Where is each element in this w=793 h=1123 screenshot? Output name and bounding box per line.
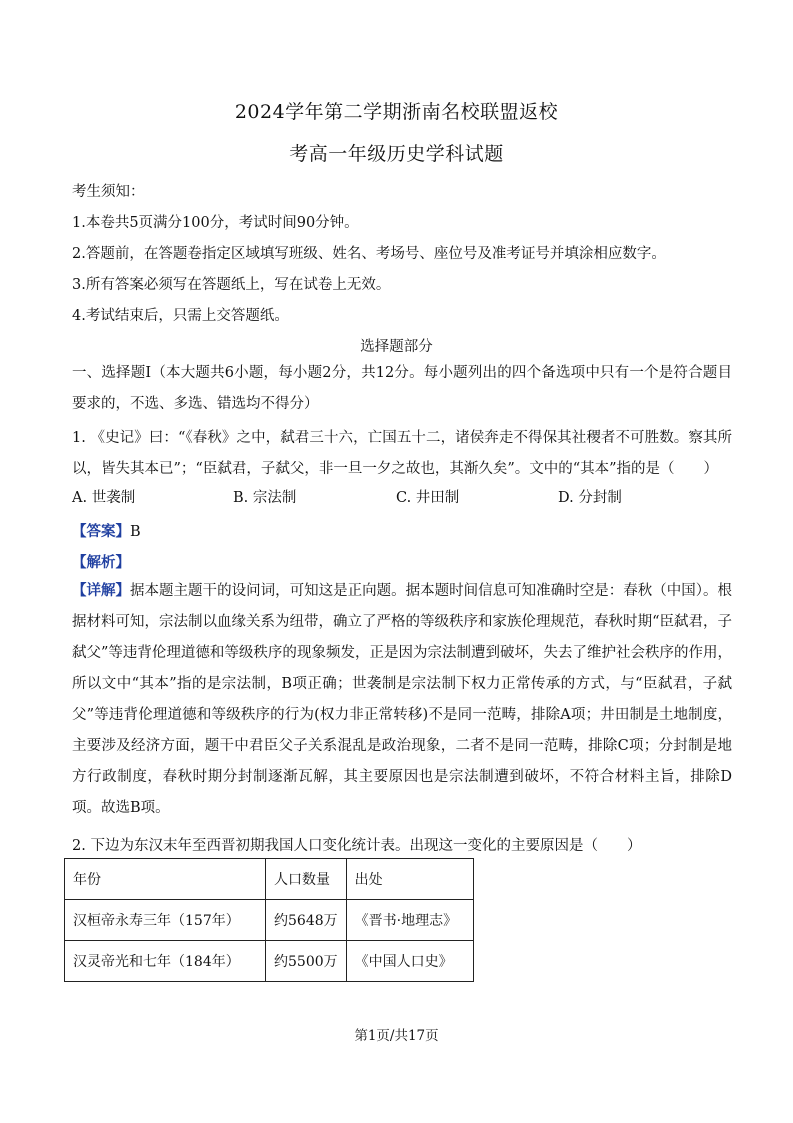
table-cell: 约5648万 [266,900,347,941]
option-a: A. 世袭制 [72,490,136,506]
question-1-stem: 1. 《史记》曰：“《春秋》之中，弑君三十六，亡国五十二，诸侯奔走不得保其社稷者不可胜数。察其所以，皆失其本已”；“臣弑君，子弑父，非一旦一夕之故也，其渐久矣”。文中的“其本”指的是（ ） [72,430,732,477]
table-row [65,941,474,982]
option-c: C. 井田制 [396,490,460,506]
table-cell: 《中国人口史》 [346,941,473,982]
page-footer: 第1页/共17页 [354,1028,439,1044]
section-title: 选择题部分 [360,339,433,355]
question-2-stem: 2. 下边为东汉末年至西晋初期我国人口变化统计表。出现这一变化的主要原因是（ ） [72,838,642,854]
table-header-row [65,859,474,900]
table-cell: 汉灵帝光和七年（184年） [65,941,266,982]
detail-tag: 【详解】 [72,582,131,599]
analysis-tag: 【解析】 [72,554,130,571]
exam-title-line2: 考高一年级历史学科试题 [289,143,504,165]
question-1-options [72,486,732,508]
notice-item-1: 1.本卷共5页满分100分，考试时间90分钟。 [72,215,359,231]
option-b: B. 宗法制 [233,490,297,506]
table-cell: 汉桓帝永寿三年（157年） [65,900,266,941]
table-header-cell: 人口数量 [266,859,347,900]
table-header-cell: 出处 [346,859,473,900]
detail-text: 据本题主题干的设问词，可知这是正向题。据本题时间信息可知准确时空是：春秋（中国）。根据材料可知，宗法制以血缘关系为纽带，确立了严格的等级秩序和家族伦理规范，春秋时期“臣弑君，子弑父”等违背伦理道德和等级秩序的现象频发，正是因为宗法制遭到破坏，失去了维护社会秩序的作用，所以文中“其本”指的是宗法制，B项正确；世袭制是宗法制下权力正常传承的方式，与“臣弑君，子弑父”等违背伦理道德和等级秩序的行为(权力非正常转移)不是同一范畴，排除A项；井田制是土地制度，主要涉及经济方面，题干中君臣父子关系混乱是政治现象，二者不是同一范畴，排除C项；分封制是地方行政制度，春秋时期分封制逐渐瓦解，其主要原因也是宗法制遭到破坏，不符合材料主旨，排除D项。故选B项。 [72,583,733,816]
notice-heading: 考生须知： [72,184,145,200]
answer-value: B [130,524,141,540]
section-description: 一、选择题Ⅰ（本大题共6小题，每小题2分，共12分。每小题列出的四个备选项中只有一个是符合题目要求的，不选、多选、错选均不得分） [72,365,732,412]
analysis-line [72,551,130,572]
table-row [65,900,474,941]
notice-item-3: 3.所有答案必须写在答题纸上，写在试卷上无效。 [72,277,391,293]
detail-paragraph [72,575,732,824]
table-header-cell: 年份 [65,859,266,900]
answer-tag: 【答案】 [72,523,130,540]
notice-item-2: 2.答题前，在答题卷指定区域填写班级、姓名、考场号、座位号及准考证号并填涂相应数字。 [72,246,666,262]
notice-item-4: 4.考试结束后，只需上交答题纸。 [72,308,289,324]
population-table [64,858,474,982]
table-cell: 约5500万 [266,941,347,982]
option-d: D. 分封制 [558,490,622,506]
table-cell: 《晋书·地理志》 [346,900,473,941]
exam-title-line1: 2024学年第二学期浙南名校联盟返校 [234,101,559,123]
answer-line [72,520,141,541]
